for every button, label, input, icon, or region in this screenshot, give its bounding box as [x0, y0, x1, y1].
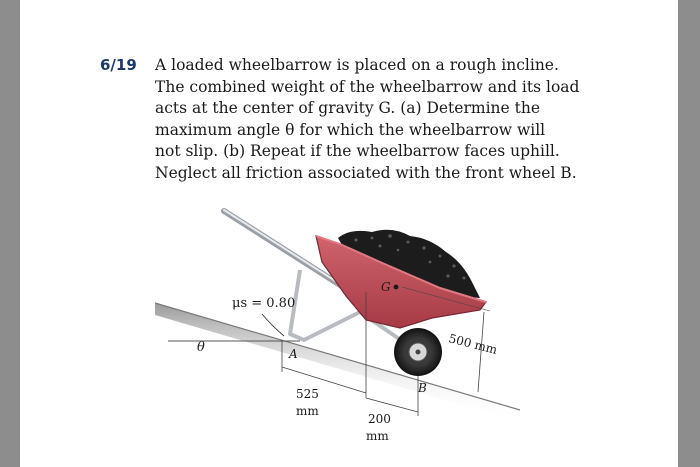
friction-leader [262, 314, 284, 336]
problem-line: Neglect all friction associated with the front wheel B. [155, 163, 577, 182]
dim-500-label: 500 mm [447, 331, 499, 357]
problem-line: acts at the center of gravity G. (a) Determine the [155, 99, 540, 117]
dim-200-value: 200 [368, 412, 391, 426]
dimension-line-200 [366, 398, 418, 412]
problem-line: The combined weight of the wheelbarrow and its load [155, 77, 580, 96]
problem-line: A loaded wheelbarrow is placed on a rough incline. [155, 56, 559, 74]
wheel-axle [416, 350, 421, 355]
incline-surface [155, 303, 520, 422]
dim-525-unit: mm [296, 404, 319, 418]
problem-line: not slip. (b) Repeat if the wheelbarrow faces uphill. [155, 142, 560, 160]
point-b-label: B [418, 381, 427, 395]
point-g-label: G [381, 280, 391, 294]
friction-coefficient-label: μs = 0.80 [232, 296, 296, 311]
dim-200-unit: mm [366, 429, 389, 443]
problem-number: 6/19 [100, 56, 137, 74]
angle-theta-label: θ [197, 340, 205, 355]
problem-line: maximum angle θ for which the wheelbarrow will [155, 120, 546, 139]
center-of-gravity-dot [394, 285, 399, 290]
point-a-label: A [289, 347, 298, 361]
dim-525-value: 525 [296, 387, 319, 401]
incline-edge [155, 303, 520, 410]
